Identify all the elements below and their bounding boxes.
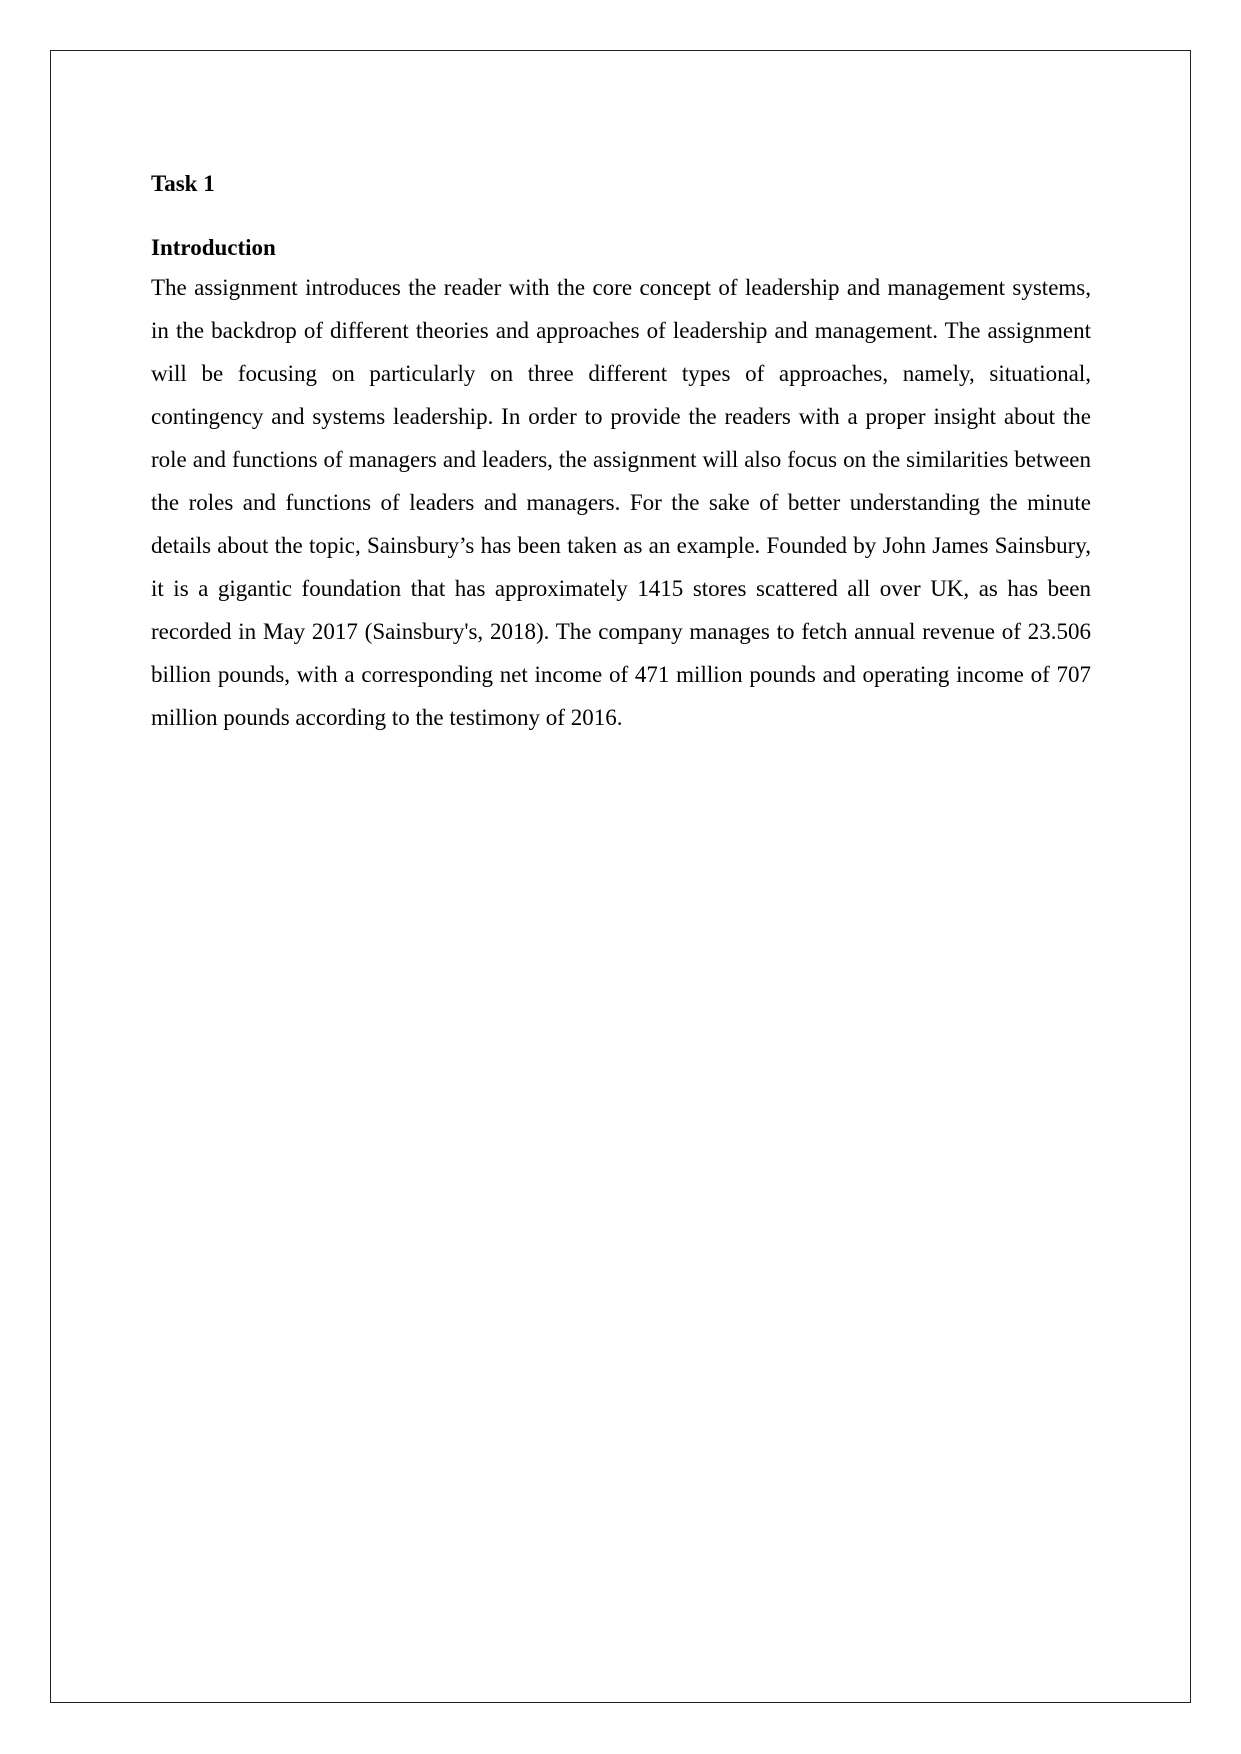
introduction-paragraph: The assignment introduces the reader with the core concept of leadership and management systems, in the backdrop of different theories and approaches of leadership and management. The assignment will be focusing on particularly on three different types of approaches, namely, situational, contingency and systems leadership. In order to provide the readers with a proper insight about the role and functions of managers and leaders, the assignment will also focus on the similarities between the roles and functions of leaders and managers. For the sake of better understanding the minute details about the topic, Sainsbury’s has been taken as an example. Founded by John James Sainsbury, it is a gigantic foundation that has approximately 1415 stores scattered all over UK, as has been recorded in May 2017 (Sainsbury's, 2018). The company manages to fetch annual revenue of 23.506 billion pounds, with a corresponding net income of 471 million pounds and operating income of 707 million pounds according to the testimony of 2016. xyxy=(151,275,1091,730)
task-heading: Task 1 xyxy=(151,171,215,196)
section-heading-introduction: Introduction xyxy=(151,235,276,260)
document-content xyxy=(151,170,1091,739)
